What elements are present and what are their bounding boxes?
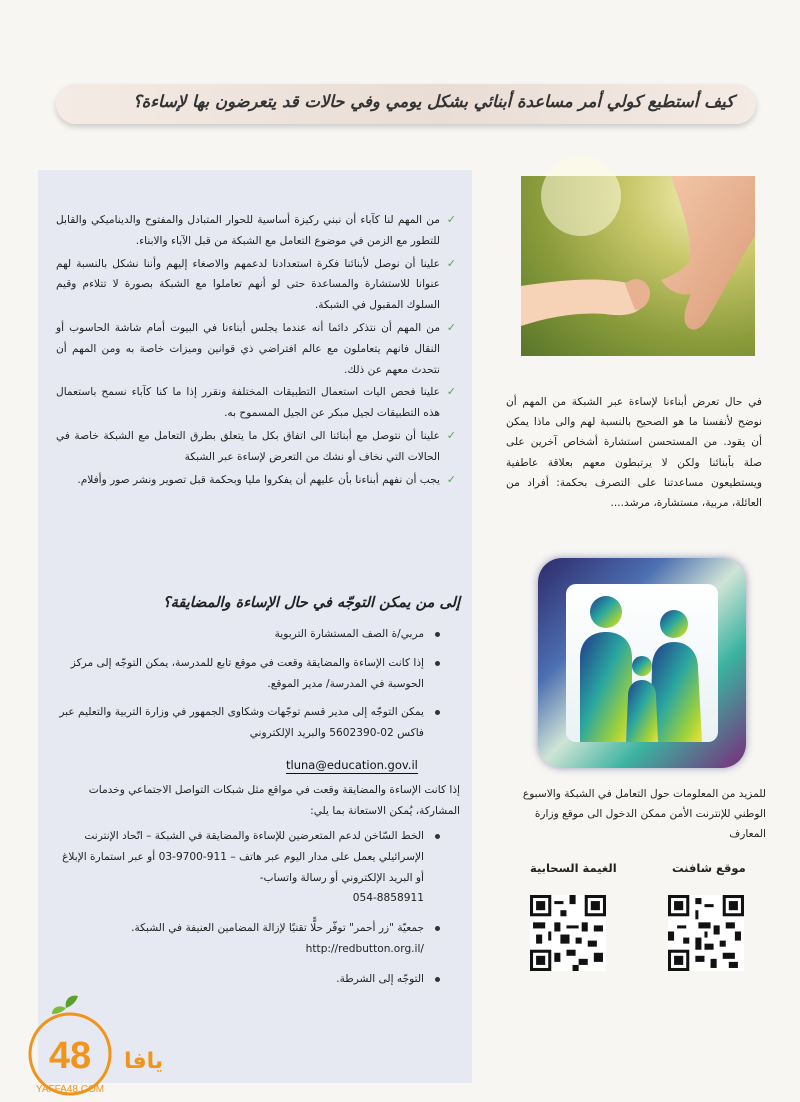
checklist xyxy=(56,210,456,492)
email-link[interactable]: tluna@education.gov.il xyxy=(286,758,418,772)
check-icon: ✓ xyxy=(446,385,456,399)
social-intro: إذا كانت الإساءة والمضايقة وقعت في مواقع مثل شبكات التواصل الاجتماعي وخدمات المشاركة، يُمكن الاستعانة بما يلي: xyxy=(88,784,460,817)
logo-number: 48 xyxy=(48,1035,92,1077)
family-silhouette-icon xyxy=(566,584,718,742)
list-item: التوجّه إلى الشرطة. xyxy=(56,969,442,990)
yaffa48-logo-icon xyxy=(8,994,164,1098)
check-icon: ✓ xyxy=(446,213,456,226)
qr-code-cloud[interactable] xyxy=(530,895,606,971)
list-item: مربي/ة الصف المستشارة التربوية xyxy=(56,624,442,645)
qr-code-shefinet[interactable] xyxy=(668,895,744,971)
checklist-item: ✓ علينا فحص اليات استعمال التطبيقات المختلفة ونقرر إذا ما كنا كآباء نسمح باستعمال هذه التطبيقات لجيل مبكر عن الجيل المسموح به. xyxy=(56,382,456,424)
list-item: يمكن التوجّه إلى مدير قسم توجّهات وشكاوى الجمهور في وزارة التربية والتعليم عبر فاكس 02-5602390 والبريد الإلكتروني xyxy=(56,702,442,744)
bullet-icon xyxy=(435,710,440,715)
bullet-icon xyxy=(435,632,440,637)
checklist-item: ✓ علينا أن نتوصل مع أبنائنا الى اتفاق بكل ما يتعلق بطرق التعامل مع الشبكة خاصة في الحالات التي نخاف أو نشك من التعرض لإساءة عبر الشبكة xyxy=(56,426,456,468)
title-banner xyxy=(56,84,756,124)
bullet-icon xyxy=(435,977,440,982)
family-illustration-frame xyxy=(538,558,746,768)
social-help-list xyxy=(56,826,442,999)
more-info-text: للمزيد من المعلومات حول التعامل في الشبكة والاسبوع الوطني للإنترنت الأمن ممكن الدخول الى موقع وزارة المعارف xyxy=(522,788,766,841)
checklist-item: ✓ علينا أن نوصل لأبنائنا فكرة استعدادنا لدعمهم والاصغاء إليهم وأننا نشكل بالنسبة لهم عنوانا للاستشارة والمساعدة حتى لو أنهم تعاملوا مع الشبكة بصورة لا تتلاءم وقيم السلوك المقبول في الشبكة. xyxy=(56,254,456,316)
hands-photo xyxy=(521,176,755,356)
right-paragraph: في حال تعرض أبناءنا لإساءة عبر الشبكة من المهم أن نوضح لأنفسنا ما هو الصحيح بالنسبة لهم والى ماذا يمكن أن يقود. من المستحسن استشارة أشخاص آخرين على صلة بأبنائنا ولكن لا يرتبطون معهم بعلاقة عاطفية ويستطيعون مساعدتنا على التصرف بحكمة: أفراد من العائلة، مربية، مستشارة، مرشد.... xyxy=(506,396,762,510)
logo-url: YAFFA48.COM xyxy=(35,1084,105,1095)
holding-hands-illustration xyxy=(521,176,755,356)
bullet-icon xyxy=(435,661,440,666)
bullet-icon xyxy=(435,834,440,839)
bullet-icon xyxy=(435,926,440,931)
checklist-item: ✓ من المهم أن نتذكر دائما أنه عندما يجلس أبناءنا في البيوت أمام شاشة الحاسوب أو النقال فانهم يتعاملون مع عالم افتراضي ذي قوانين وميزات خاصة به ومن المهم أن نتحدث معهم عن ذلك. xyxy=(56,318,456,380)
checklist-item: ✓ من المهم لنا كآباء أن نبني ركيزة أساسية للحوار المتبادل والمفتوح والديناميكي والقابل للتطور مع الزمن في موضوع التعامل مع الشبكة من قبل الآباء والابناء. xyxy=(56,210,456,252)
family-illustration xyxy=(566,584,718,742)
where-to-turn-heading: إلى من يمكن التوجّه في حال الإساءة والمضايقة؟ xyxy=(162,594,460,611)
qr-label-cloud: الغيمة السحابية xyxy=(530,861,617,875)
redbutton-link[interactable]: http://redbutton.org.il/ xyxy=(305,942,424,955)
logo-word: يافا xyxy=(124,1049,164,1074)
yaffa48-logo xyxy=(8,994,164,1098)
where-to-turn-list xyxy=(56,624,442,752)
phone-number: 054-8858911 xyxy=(352,892,424,905)
checklist-item: ✓ يجب أن نفهم أبناءنا بأن عليهم أن يفكروا مليا وبحكمة قبل تصوير ونشر صور وأفلام. xyxy=(56,470,456,491)
list-item: الخط السّاخن لدعم المتعرضين للإساءة والمضايقة في الشبكة – اتّحاد الإنترنت الإسرائيلي يعمل على مدار اليوم عبر هاتف – 911-9700-03 أو عبر استمارة الإبلاغ أو البريد الإلكتروني أو رسالة واتساب- 054-8858911 xyxy=(56,826,442,909)
check-icon: ✓ xyxy=(446,472,456,486)
list-item: إذا كانت الإساءة والمضايقة وقعت في موقع تابع للمدرسة، يمكن التوجّه إلى مركز الحوسبة في المدرسة/ مدير الموقع. xyxy=(56,653,442,695)
check-icon: ✓ xyxy=(446,428,456,442)
qr-label-shefinet: موقع شافنت xyxy=(672,861,746,875)
check-icon: ✓ xyxy=(446,320,456,334)
page-title: كيف أستطيع كولي أمر مساعدة أبنائي بشكل يومي وفي حالات قد يتعرضون بها لإساءة؟ xyxy=(132,92,734,111)
check-icon: ✓ xyxy=(446,256,456,270)
list-item: جمعيّة "زر أحمر" توفّر حلًّا تقنيًا لإزالة المضامين العنيفة في الشبكة. http://redbutton.org.il/ xyxy=(56,918,442,960)
